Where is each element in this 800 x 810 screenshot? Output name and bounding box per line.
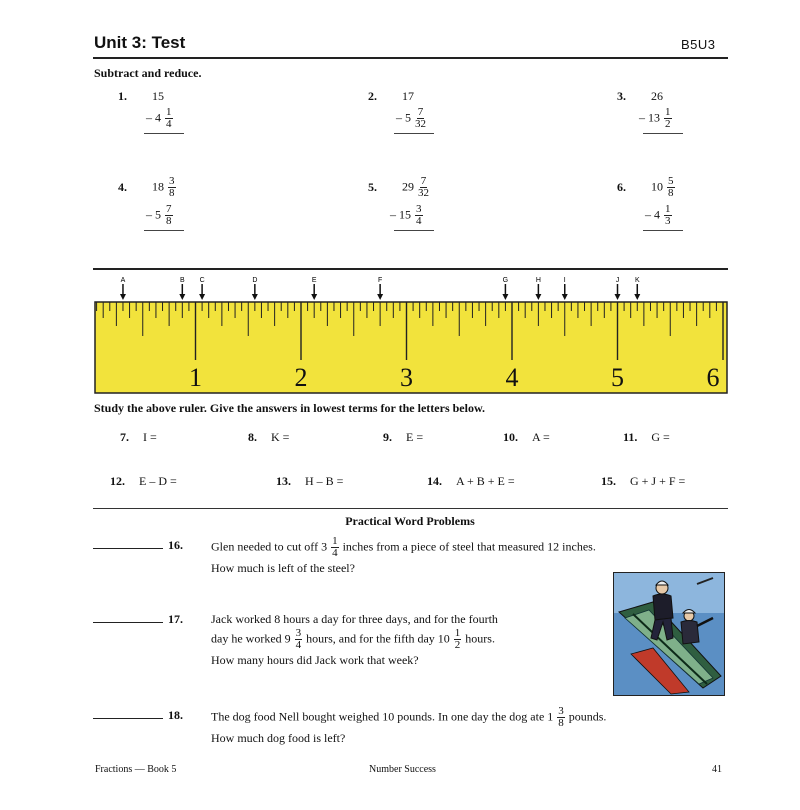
- page-number: 41: [712, 764, 722, 775]
- fraction: [415, 107, 426, 130]
- ruler-letter-label: F: [377, 277, 383, 284]
- denominator: 4: [295, 639, 302, 651]
- ruler-letter-marker: [502, 277, 508, 300]
- minuend: [651, 89, 663, 104]
- denominator: 3: [665, 215, 671, 227]
- question-expression: E =: [406, 430, 424, 444]
- problem-text: How much is left of the steel?: [211, 561, 355, 575]
- problem-number: 1.: [118, 89, 127, 103]
- ruler-letter-markers: [120, 277, 640, 300]
- problem-text: Glen needed to cut off 3: [211, 539, 328, 554]
- numerator: 1: [665, 203, 671, 215]
- ruler-letter-marker: [535, 277, 541, 300]
- question-expression: A + B + E =: [456, 474, 515, 488]
- answer-line[interactable]: [643, 230, 683, 231]
- whole: 26: [651, 89, 663, 103]
- ruler-number: 4: [505, 363, 519, 392]
- question-number: 10.: [503, 430, 518, 444]
- answer-blank[interactable]: [93, 548, 163, 549]
- whole: 17: [402, 89, 414, 103]
- minus-sign: –: [396, 110, 402, 125]
- question-expression: E – D =: [139, 474, 177, 488]
- problem-text: The dog food Nell bought weighed 10 pounds. In one day the dog ate 1: [211, 709, 554, 724]
- whole: 29: [402, 179, 414, 194]
- numerator: 3: [295, 627, 302, 639]
- whole: 10: [651, 179, 663, 194]
- answer-line[interactable]: [643, 133, 683, 134]
- denominator: 32: [415, 118, 426, 130]
- question-number: 15.: [601, 474, 616, 488]
- answer-line[interactable]: [394, 230, 434, 231]
- problem-text: pounds.: [568, 709, 607, 724]
- question-expression: G + J + F =: [630, 474, 686, 488]
- unit-code: B5U3: [681, 37, 716, 52]
- ruler-number: 2: [294, 363, 308, 392]
- ruler-question: [427, 474, 515, 489]
- minuend: [152, 89, 164, 104]
- numerator: 3: [169, 175, 175, 187]
- problem-number: 17.: [168, 612, 183, 626]
- footer-book-title: Fractions — Book 5: [95, 764, 177, 775]
- denominator: 8: [166, 215, 172, 227]
- numerator: 3: [416, 203, 422, 215]
- fraction: [557, 706, 565, 729]
- question-number: 11.: [623, 430, 638, 444]
- header-divider: [93, 57, 728, 59]
- whole: 18: [152, 179, 164, 194]
- fraction: [418, 176, 429, 199]
- whole: 5: [405, 110, 411, 125]
- ruler-letter-label: I: [563, 277, 566, 284]
- ruler-letter-label: B: [179, 277, 185, 284]
- problem-number: 18.: [168, 708, 183, 722]
- ruler-letter-label: A: [120, 277, 126, 284]
- fraction: [415, 204, 423, 227]
- problem-text: hours.: [465, 631, 495, 646]
- ruler-letter-label: K: [634, 277, 640, 284]
- answer-line[interactable]: [144, 133, 184, 134]
- problem-number: 3.: [617, 89, 626, 103]
- denominator: 4: [332, 547, 338, 559]
- ruler-question: [383, 430, 423, 445]
- minus-sign: –: [146, 207, 152, 222]
- ruler-letter-marker: [615, 277, 621, 300]
- question-expression: G =: [651, 430, 670, 444]
- ruler-number: 1: [189, 363, 202, 392]
- subtrahend: [645, 204, 673, 227]
- subtrahend: [390, 204, 424, 227]
- ruler-letter-label: E: [311, 277, 317, 284]
- ruler-letter-marker: [562, 277, 568, 300]
- ruler-letter-marker: [377, 277, 383, 300]
- denominator: 2: [665, 118, 671, 130]
- ruler-question: [623, 430, 670, 445]
- problem-number: 2.: [368, 89, 377, 103]
- ruler-letter-marker: [634, 277, 640, 300]
- question-number: 8.: [248, 430, 257, 444]
- ruler-letter-marker: [120, 277, 126, 300]
- whole: 15: [399, 207, 411, 222]
- denominator: 8: [558, 717, 564, 729]
- ruler-letter-marker: [252, 277, 258, 300]
- minuend: [402, 89, 414, 104]
- problem-text: Jack worked 8 hours a day for three days, and for the fourth: [211, 612, 498, 626]
- denominator: 32: [418, 187, 429, 199]
- numerator: 1: [166, 106, 172, 118]
- answer-line[interactable]: [144, 230, 184, 231]
- numerator: 1: [332, 535, 338, 547]
- footer-series: Number Success: [369, 764, 436, 775]
- fraction: [331, 536, 339, 559]
- fraction: [664, 107, 672, 130]
- minus-sign: –: [390, 207, 396, 222]
- ruler-instructions: Study the above ruler. Give the answers in lowest terms for the letters below.: [94, 401, 485, 415]
- denominator: 4: [166, 118, 172, 130]
- ruler-question: [120, 430, 157, 445]
- ruler-question: [276, 474, 343, 489]
- ruler-question: [110, 474, 177, 489]
- problem-text: inches from a piece of steel that measured 12 inches.: [342, 539, 596, 554]
- ruler-letter-label: D: [252, 277, 258, 284]
- denominator: 8: [668, 187, 674, 199]
- whole: 4: [654, 207, 660, 222]
- numerator: 7: [420, 175, 427, 187]
- question-number: 14.: [427, 474, 442, 488]
- fraction: [664, 204, 672, 227]
- whole: 5: [155, 207, 161, 222]
- ruler-question: [503, 430, 550, 445]
- answer-line[interactable]: [394, 133, 434, 134]
- ruler-question: [601, 474, 685, 489]
- answer-blank[interactable]: [93, 622, 163, 623]
- problem-text: day he worked 9: [211, 631, 291, 646]
- ruler-letter-marker: [199, 277, 205, 300]
- ruler-letter-label: J: [615, 277, 620, 284]
- whole: 15: [152, 89, 164, 103]
- subtrahend: [639, 107, 673, 130]
- question-expression: H – B =: [305, 474, 344, 488]
- ruler-number: 3: [400, 363, 413, 392]
- ruler-figure: [93, 270, 733, 396]
- fraction: [165, 107, 173, 130]
- ruler-letter-label: H: [535, 277, 541, 284]
- ruler-letter-label: G: [502, 277, 509, 284]
- question-number: 13.: [276, 474, 291, 488]
- problem-text: How much dog food is left?: [211, 731, 346, 745]
- problem-text: How many hours did Jack work that week?: [211, 653, 419, 667]
- minuend: [402, 176, 430, 199]
- whole: 4: [155, 110, 161, 125]
- numerator: 7: [166, 203, 172, 215]
- fraction: [168, 176, 176, 199]
- problem-text: hours, and for the fifth day 10: [306, 631, 450, 646]
- fraction: [295, 628, 303, 651]
- subtract-instructions: Subtract and reduce.: [94, 66, 202, 80]
- subtrahend: [146, 204, 174, 227]
- fraction: [454, 628, 462, 651]
- whole: 13: [648, 110, 660, 125]
- minuend: [651, 176, 676, 199]
- word-problems-divider: [93, 508, 728, 509]
- denominator: 8: [169, 187, 175, 199]
- minuend: [152, 176, 177, 199]
- numerator: 1: [665, 106, 671, 118]
- fraction: [165, 204, 173, 227]
- problem-number: 6.: [617, 180, 626, 194]
- question-number: 7.: [120, 430, 129, 444]
- question-expression: I =: [143, 430, 157, 444]
- numerator: 1: [454, 627, 461, 639]
- fraction: [667, 176, 675, 199]
- problem-number: 16.: [168, 538, 183, 552]
- question-expression: K =: [271, 430, 290, 444]
- page-title: Unit 3: Test: [94, 33, 186, 52]
- denominator: 2: [454, 639, 461, 651]
- question-number: 9.: [383, 430, 392, 444]
- ruler-number: 5: [611, 363, 624, 392]
- minus-sign: –: [146, 110, 152, 125]
- ruler-number: 6: [706, 363, 720, 392]
- denominator: 4: [416, 215, 422, 227]
- answer-blank[interactable]: [93, 718, 163, 719]
- ruler-letter-marker: [179, 277, 185, 300]
- numerator: 7: [417, 106, 424, 118]
- question-number: 12.: [110, 474, 125, 488]
- question-expression: A =: [532, 430, 550, 444]
- minus-sign: –: [639, 110, 645, 125]
- subtrahend: [146, 107, 174, 130]
- steelworkers-illustration: [613, 572, 725, 696]
- ruler-question: [248, 430, 289, 445]
- numerator: 5: [668, 175, 674, 187]
- ruler-letter-marker: [311, 277, 317, 300]
- numerator: 3: [558, 705, 564, 717]
- problem-number: 4.: [118, 180, 127, 194]
- subtrahend: [396, 107, 427, 130]
- ruler-letter-label: C: [199, 277, 205, 284]
- minus-sign: –: [645, 207, 651, 222]
- problem-number: 5.: [368, 180, 377, 194]
- word-problems-heading: Practical Word Problems: [345, 514, 475, 528]
